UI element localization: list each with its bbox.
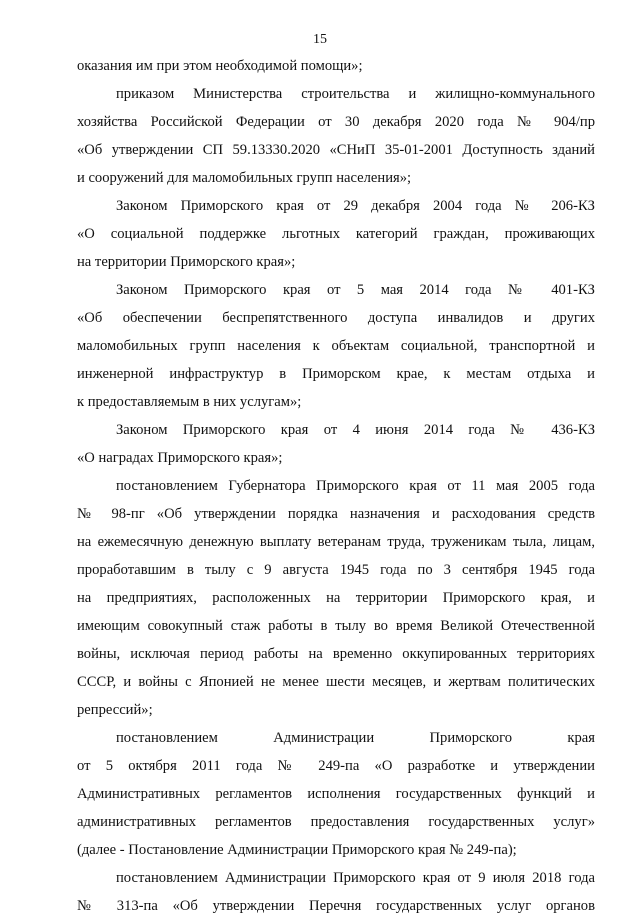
text-line: приказом Министерства строительства и жилищно-коммунального (116, 86, 595, 102)
text-line: № 313-па «Об утверждении Перечня государственных услуг органов (77, 898, 595, 914)
text-line: и сооружений для маломобильных групп населения»; (77, 170, 412, 186)
text-line: на ежемесячную денежную выплату ветеранам труда, труженикам тыла, лицам, (77, 534, 595, 550)
text-line: хозяйства Российской Федерации от 30 декабря 2020 года № 904/пр (77, 114, 595, 130)
text-line: Административных регламентов исполнения государственных функций и (77, 786, 595, 802)
text-line: на территории Приморского края»; (77, 254, 296, 270)
text-line: Законом Приморского края от 4 июня 2014 года № 436-КЗ (116, 422, 595, 438)
text-line: постановлением Администрации Приморского края (116, 730, 595, 746)
text-line: СССР, и войны с Японией не менее шести месяцев, и жертвам политических (77, 674, 595, 690)
text-line: оказания им при этом необходимой помощи»; (77, 58, 363, 74)
text-line: (далее - Постановление Администрации Приморского края № 249-па); (77, 842, 517, 858)
text-line: постановлением Губернатора Приморского края от 11 мая 2005 года (116, 478, 595, 494)
text-line: административных регламентов предоставления государственных услуг» (77, 814, 595, 830)
text-line: инженерной инфраструктур в Приморском крае, к местам отдыха и (77, 366, 595, 382)
text-line: от 5 октября 2011 года № 249-па «О разработке и утверждении (77, 758, 595, 774)
document-body (77, 52, 595, 920)
text-line: войны, исключая период работы на временно оккупированных территориях (77, 646, 595, 662)
text-line: Законом Приморского края от 29 декабря 2004 года № 206-КЗ (116, 198, 595, 214)
text-line: «Об обеспечении беспрепятственного доступа инвалидов и других (77, 310, 595, 326)
text-line: «О наградах Приморского края»; (77, 450, 283, 466)
text-line: на предприятиях, расположенных на территории Приморского края, и (77, 590, 595, 606)
text-line: Законом Приморского края от 5 мая 2014 года № 401-КЗ (116, 282, 595, 298)
text-line: постановлением Администрации Приморского края от 9 июля 2018 года (116, 870, 595, 886)
text-line: № 98-пг «Об утверждении порядка назначения и расходования средств (77, 506, 595, 522)
text-line: «Об утверждении СП 59.13330.2020 «СНиП 35-01-2001 Доступность зданий (77, 142, 595, 158)
text-line: репрессий»; (77, 702, 153, 718)
text-line: проработавшим в тылу с 9 августа 1945 года по 3 сентября 1945 года (77, 562, 595, 578)
text-line: маломобильных групп населения к объектам социальной, транспортной и (77, 338, 595, 354)
text-line: «О социальной поддержке льготных категорий граждан, проживающих (77, 226, 595, 242)
text-line: к предоставляемым в них услугам»; (77, 394, 302, 410)
text-line: имеющим совокупный стаж работы в тылу во время Великой Отечественной (77, 618, 595, 634)
page-number: 15 (313, 32, 327, 47)
